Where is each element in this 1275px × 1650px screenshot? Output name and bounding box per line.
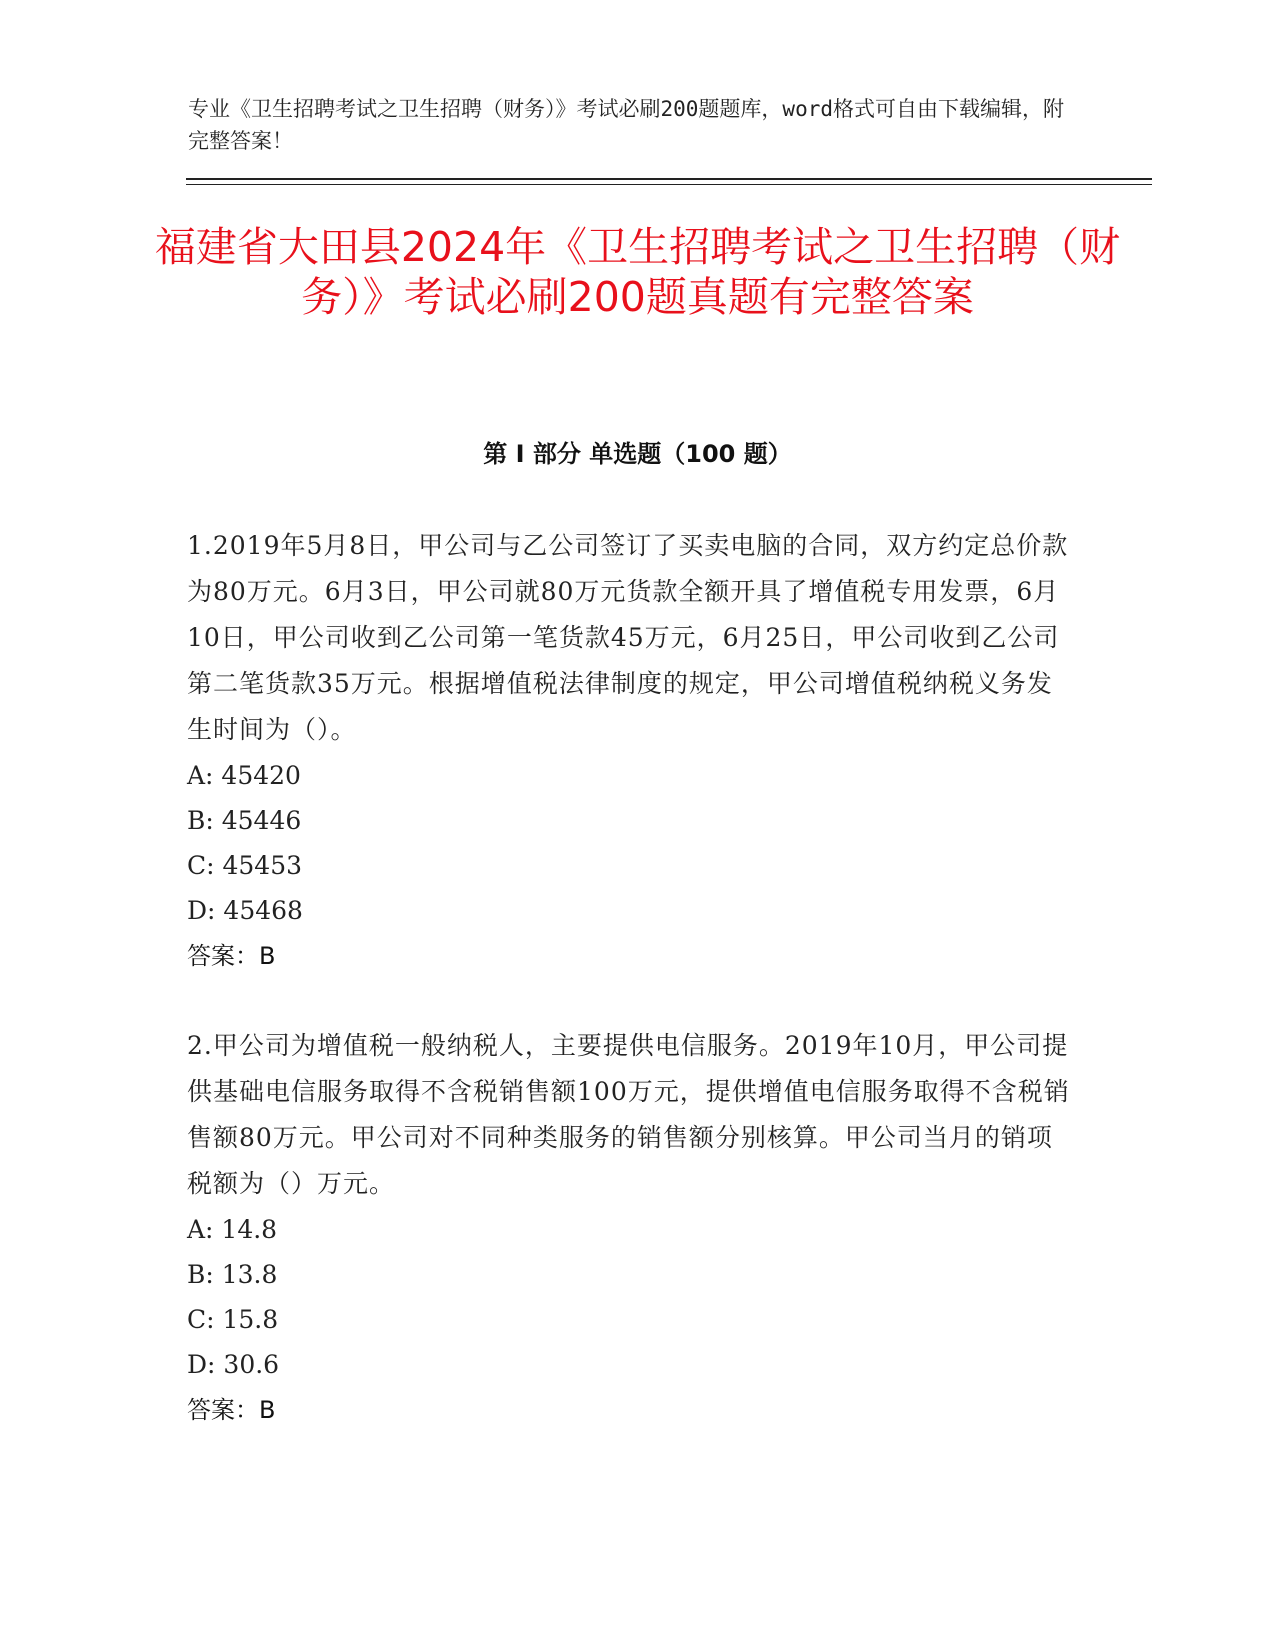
option-c: C: 45453 (187, 851, 303, 880)
answer-label: 答案：B (187, 1396, 276, 1424)
header-divider-thin (186, 184, 1152, 185)
option-b: B: 13.8 (187, 1260, 278, 1289)
option-a: A: 14.8 (187, 1215, 278, 1244)
header-divider-thick (186, 178, 1152, 180)
question-2 (187, 1023, 1077, 1433)
question-1 (187, 523, 1077, 979)
question-stem: 1.2019年5月8日，甲公司与乙公司签订了买卖电脑的合同，双方约定总价款为80万元。6月3日，甲公司就80万元货款全额开具了增值税专用发票，6月10日，甲公司收到乙公司第一笔货款45万元，6月25日，甲公司收到乙公司第二笔货款35万元。根据增值税法律制度的规定，甲公司增值税纳税义务发生时间为（）。 (187, 531, 1069, 744)
option-a: A: 45420 (187, 761, 301, 790)
intro-text: 专业《卫生招聘考试之卫生招聘（财务）》考试必刷200题题库，word格式可自由下载编辑，附完整答案！ (188, 97, 1064, 153)
section-heading: 第 I 部分 单选题（100 题） (483, 440, 792, 468)
answer-label: 答案：B (187, 942, 276, 970)
option-d: D: 45468 (187, 896, 303, 925)
option-d: D: 30.6 (187, 1350, 280, 1379)
document-title: 福建省大田县2024年《卫生招聘考试之卫生招聘（财务）》考试必刷200题真题有完整答案 (154, 223, 1121, 321)
question-stem: 2.甲公司为增值税一般纳税人，主要提供电信服务。2019年10月，甲公司提供基础电信服务取得不含税销售额100万元，提供增值电信服务取得不含税销售额80万元。甲公司对不同种类服务的销售额分别核算。甲公司当月的销项税额为（）万元。 (187, 1031, 1070, 1198)
option-b: B: 45446 (187, 806, 302, 835)
option-c: C: 15.8 (187, 1305, 279, 1334)
